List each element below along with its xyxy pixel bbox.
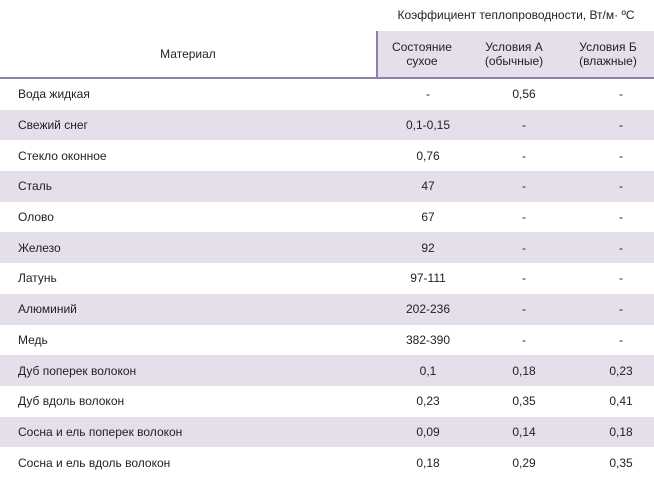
dry-value-cell: 0,18 <box>416 455 440 470</box>
table-row <box>0 294 654 325</box>
material-cell: Дуб вдоль волокон <box>18 394 125 409</box>
conditions-a-value-cell: - <box>522 118 526 133</box>
conditions-a-value-cell: 0,56 <box>512 87 536 102</box>
material-cell: Свежий снег <box>18 118 88 133</box>
conditions-a-value-cell: - <box>522 148 526 163</box>
table-row <box>0 447 654 478</box>
dry-value-cell: 382-390 <box>405 332 451 347</box>
table-row <box>0 386 654 417</box>
conditions-a-value-cell: 0,18 <box>512 363 536 378</box>
conditions-b-value-cell: - <box>619 271 623 286</box>
conditions-b-value-cell: - <box>619 240 623 255</box>
dry-value-cell: 0,76 <box>416 148 440 163</box>
table-row <box>0 140 654 171</box>
conditions-b-value-cell: - <box>619 148 623 163</box>
table-row <box>0 263 654 294</box>
column-header-conditions-b: Условия Б (влажные) <box>579 40 637 68</box>
conditions-a-value-cell: - <box>522 179 526 194</box>
conditions-b-value-cell: - <box>619 118 623 133</box>
table-row <box>0 232 654 263</box>
conditions-a-value-cell: - <box>522 302 526 317</box>
material-cell: Медь <box>18 332 48 347</box>
table-row <box>0 355 654 386</box>
conditions-a-value-cell: 0,14 <box>512 424 536 439</box>
dry-value-cell: 0,23 <box>416 394 440 409</box>
column-header-dry: Состояние сухое <box>392 40 452 68</box>
column-header-conditions-a: Условия А (обычные) <box>484 40 544 68</box>
table-body <box>0 79 654 478</box>
conditions-b-value-cell: - <box>619 179 623 194</box>
conditions-a-value-cell: 0,29 <box>512 455 536 470</box>
dry-value-cell: 47 <box>421 179 435 194</box>
material-cell: Латунь <box>18 271 57 286</box>
conditions-b-value-cell: - <box>619 332 623 347</box>
table-row <box>0 325 654 356</box>
table-row <box>0 171 654 202</box>
conditions-a-value-cell: - <box>522 240 526 255</box>
table-row <box>0 110 654 141</box>
conditions-b-value-cell: 0,41 <box>609 394 633 409</box>
conditions-a-value-cell: - <box>522 332 526 347</box>
conditions-b-value-cell: - <box>619 87 623 102</box>
table-row <box>0 417 654 448</box>
conditions-b-value-cell: 0,18 <box>609 424 633 439</box>
material-cell: Сосна и ель поперек волокон <box>18 424 183 439</box>
conditions-a-value-cell: - <box>522 210 526 225</box>
conditions-b-value-cell: - <box>619 210 623 225</box>
material-column-header: Материал <box>160 47 216 61</box>
table-row <box>0 79 654 110</box>
conditions-a-value-cell: - <box>522 271 526 286</box>
dry-value-cell: - <box>426 87 430 102</box>
conditions-a-value-cell: 0,35 <box>512 394 536 409</box>
dry-value-cell: 67 <box>421 210 435 225</box>
dry-value-cell: 97-111 <box>410 271 446 286</box>
table-row <box>0 202 654 233</box>
material-cell: Сосна и ель вдоль волокон <box>18 455 171 470</box>
material-cell: Железо <box>18 240 61 255</box>
dry-value-cell: 0,09 <box>416 424 440 439</box>
conditions-b-value-cell: 0,35 <box>609 455 633 470</box>
material-cell: Стекло оконное <box>18 148 107 163</box>
conditions-b-value-cell: 0,23 <box>609 363 633 378</box>
material-cell: Вода жидкая <box>18 87 90 102</box>
dry-value-cell: 0,1 <box>419 363 437 378</box>
value-column-headers <box>376 31 654 77</box>
dry-value-cell: 92 <box>421 240 435 255</box>
group-header-title: Коэффициент теплопроводности, Вт/м· ºС <box>397 8 635 22</box>
dry-value-cell: 202-236 <box>405 302 451 317</box>
dry-value-cell: 0,1-0,15 <box>405 118 451 133</box>
conditions-b-value-cell: - <box>619 302 623 317</box>
material-cell: Дуб поперек волокон <box>18 363 137 378</box>
material-cell: Сталь <box>18 179 52 194</box>
material-cell: Алюминий <box>18 302 77 317</box>
material-cell: Олово <box>18 210 54 225</box>
